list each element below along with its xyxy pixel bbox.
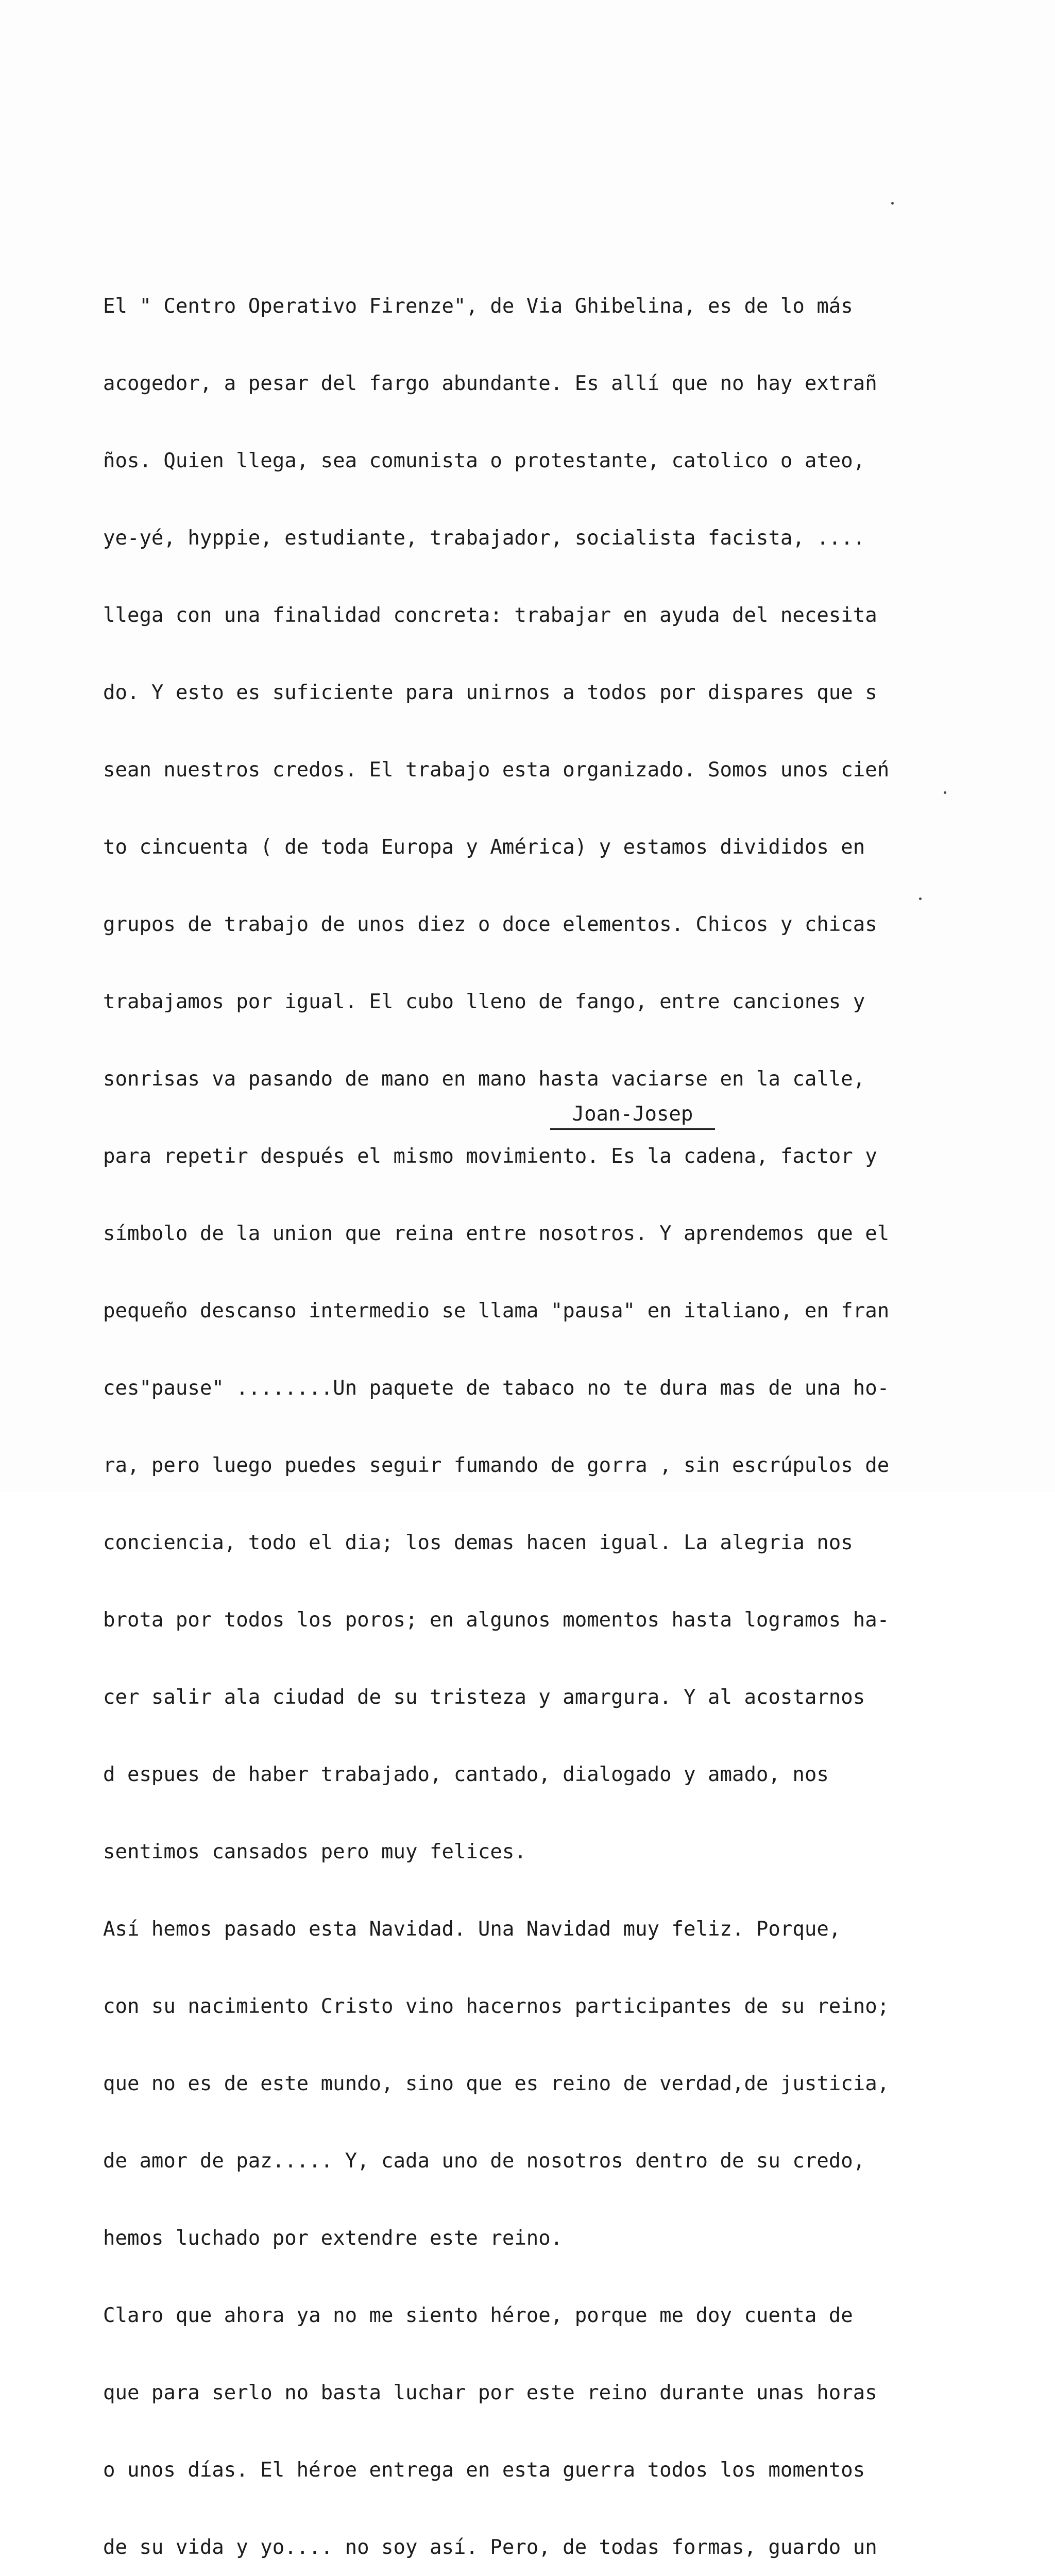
text-line-1: El " Centro Operativo Firenze", de Via Ghibelina, es de lo más — [103, 295, 853, 318]
text-line-2: acogedor, a pesar del fargo abundante. Es allí que no hay extrañ — [103, 372, 877, 395]
text-line-5: llega con una finalidad concreta: trabajar en ayuda del necesita — [103, 604, 877, 627]
text-line-24: que no es de este mundo, sino que es reino de verdad,de justicia, — [103, 2072, 890, 2095]
signature: Joan-Josep — [550, 1101, 715, 1130]
text-line-25: de amor de paz..... Y, cada uno de nosotros dentro de su credo, — [103, 2149, 865, 2173]
text-line-27: Claro que ahora ya no me siento héroe, porque me doy cuenta de — [103, 2304, 853, 2327]
text-line-17: conciencia, todo el dia; los demas hacen igual. La alegria nos — [103, 1531, 853, 1554]
ink-speck — [891, 202, 894, 205]
text-line-11: sonrisas va pasando de mano en mano hasta vaciarse en la calle, — [103, 1067, 865, 1091]
text-line-10: trabajamos por igual. El cubo lleno de fango, entre canciones y — [103, 990, 865, 1013]
text-line-15: ces"pause" ........Un paquete de tabaco no te dura mas de una ho- — [103, 1377, 890, 1400]
text-line-4: ye-yé, hyppie, estudiante, trabajador, socialista facista, .... — [103, 527, 865, 550]
text-line-12: para repetir después el mismo movimiento. Es la cadena, factor y — [103, 1145, 877, 1168]
text-line-14: pequeño descanso intermedio se llama "pausa" en italiano, en fran — [103, 1299, 890, 1323]
text-line-6: do. Y esto es suficiente para unirnos a todos por dispares que s — [103, 681, 877, 704]
text-line-13: símbolo de la union que reina entre nosotros. Y aprendemos que el — [103, 1222, 890, 1245]
ink-speck — [919, 897, 922, 900]
text-line-23: con su nacimiento Cristo vino hacernos participantes de su reino; — [103, 1995, 890, 2018]
text-line-7: sean nuestros credos. El trabajo esta organizado. Somos unos cień — [103, 758, 890, 782]
text-line-9: grupos de trabajo de unos diez o doce elementos. Chicos y chicas — [103, 913, 877, 936]
text-line-21: sentimos cansados pero muy felices. — [103, 1840, 526, 1863]
text-line-19: cer salir ala ciudad de su tristeza y amargura. Y al acostarnos — [103, 1686, 865, 1709]
text-line-28: que para serlo no basta luchar por este reino durante unas horas — [103, 2381, 877, 2404]
text-line-29: o unos días. El héroe entrega en esta guerra todos los momentos — [103, 2459, 865, 2482]
text-line-26: hemos luchado por extendre este reino. — [103, 2227, 563, 2250]
ink-speck — [944, 791, 946, 794]
text-line-8: to cincuenta ( de toda Europa y América) y estamos divididos en — [103, 836, 865, 859]
typed-letter-body — [103, 242, 979, 2576]
text-line-22: Así hemos pasado esta Navidad. Una Navidad muy feliz. Porque, — [103, 1918, 841, 1941]
text-line-20: d espues de haber trabajado, cantado, dialogado y amado, nos — [103, 1763, 829, 1786]
text-line-30: de su vida y yo.... no soy así. Pero, de todas formas, guardo un — [103, 2536, 877, 2559]
text-line-3: ños. Quien llega, sea comunista o protestante, catolico o ateo, — [103, 449, 865, 472]
text-line-16: ra, pero luego puedes seguir fumando de gorra , sin escrúpulos de — [103, 1454, 890, 1477]
text-line-18: brota por todos los poros; en algunos momentos hasta logramos ha- — [103, 1608, 890, 1632]
